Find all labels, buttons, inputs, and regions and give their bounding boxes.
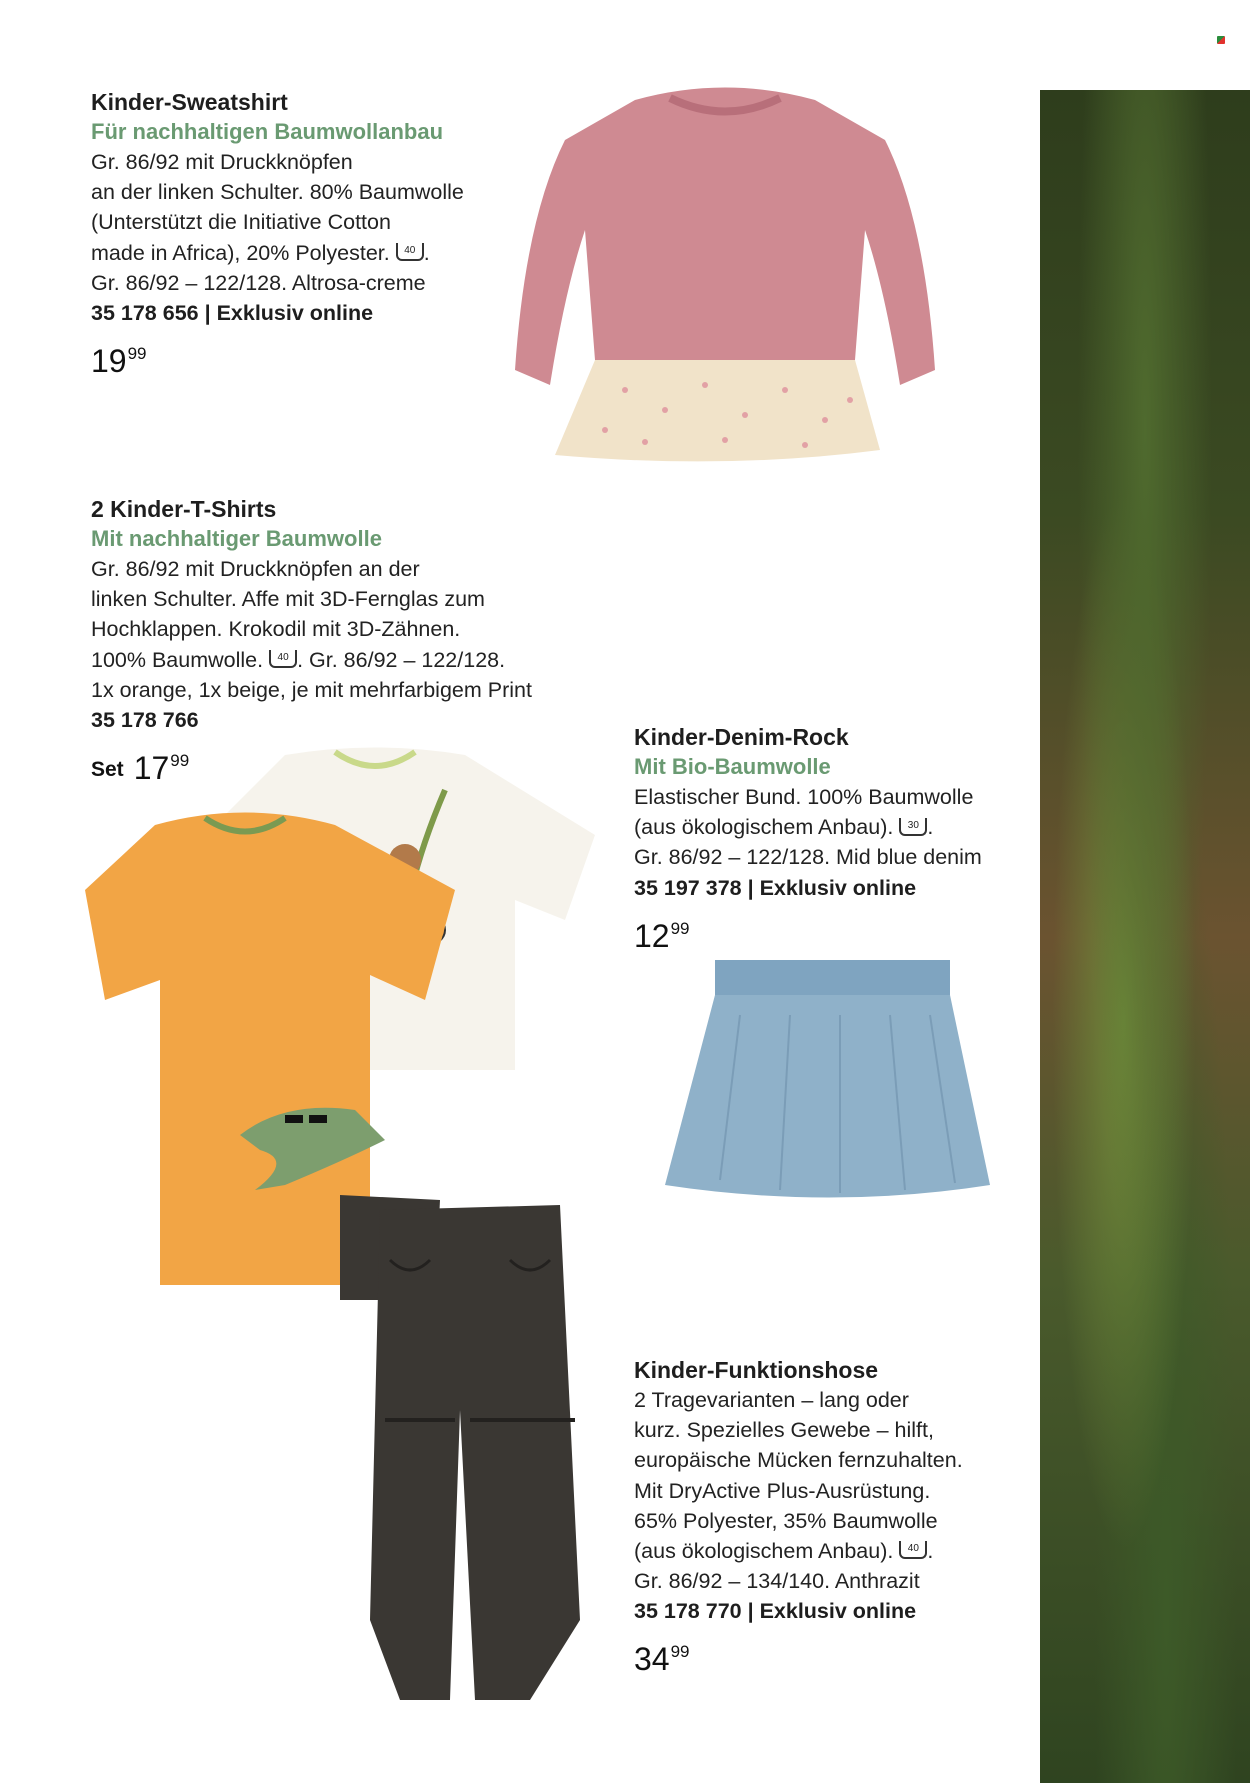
desc-line: Gr. 86/92 – 122/128. Mid blue denim [634,845,982,870]
product-subtitle: Mit Bio-Baumwolle [634,754,831,779]
desc-line: linken Schulter. Affe mit 3D-Fernglas zum [91,587,485,612]
desc-line: Gr. 86/92 – 134/140. Anthrazit [634,1569,920,1594]
product-function-pants [634,1355,963,1679]
article-number: 35 178 766 [91,708,199,733]
price [91,334,464,381]
product-title: Kinder-Denim-Rock [634,724,849,750]
price-main: 12 [634,917,670,954]
article-number: 35 197 378 | Exklusiv online [634,875,917,900]
price-cents: 99 [127,344,147,364]
desc-line: Gr. 86/92 – 122/128. Altrosa-creme [91,270,426,295]
desc-line: 65% Polyester, 35% Baumwolle [634,1508,938,1533]
price-main: 17 [133,750,170,787]
desc-line-text: . Gr. 86/92 – 122/128. [297,647,506,672]
product-description [91,147,464,298]
wash-icon: 40 [396,243,424,261]
product-title: Kinder-Funktionshose [634,1357,879,1383]
desc-line: Gr. 86/92 mit Druckknöpfen an der [91,557,420,581]
wash-icon: 40 [899,1541,927,1559]
desc-line: Gr. 86/92 mit Druckknöpfen [91,150,353,174]
price-main: 34 [634,1641,670,1678]
product-title: Kinder-Sweatshirt [91,89,288,115]
product-subtitle: Für nachhaltigen Baumwollanbau [91,119,444,144]
article-number: 35 178 656 | Exklusiv online [91,301,374,326]
desc-line-text: 100% Baumwolle. [91,647,264,672]
price-prefix: Set [91,758,124,782]
skirt-image [660,955,995,1225]
jungle-background-image [1040,90,1250,1783]
sweatshirt-image [495,70,955,490]
price [634,909,982,956]
price [634,1632,963,1679]
desc-line: an der linken Schulter. 80% Baumwolle [91,180,464,205]
pants-image [340,1200,590,1710]
product-denim-skirt [634,722,982,956]
desc-line: Mit DryActive Plus-Ausrüstung. [634,1478,931,1503]
logo-mark [1217,36,1225,44]
desc-line: (aus ökologischem Anbau). 40 . [634,1539,934,1564]
product-description [634,1385,963,1596]
wash-icon: 40 [269,650,297,668]
product-title: 2 Kinder-T-Shirts [91,496,277,522]
desc-line: made in Africa), 20% Polyester. 40 . [91,240,430,265]
desc-line: 1x orange, 1x beige, je mit mehrfarbigem Print [91,677,532,702]
price-cents: 99 [670,1642,690,1662]
product-description [91,554,532,705]
desc-line-text: (aus ökologischem Anbau). [634,1539,894,1564]
product-subtitle: Mit nachhaltiger Baumwolle [91,526,382,551]
desc-line: (Unterstützt die Initiative Cotton [91,210,391,235]
desc-line-text: (aus ökologischem Anbau). [634,815,894,840]
product-description [634,782,982,873]
desc-line: (aus ökologischem Anbau). 30 . [634,815,934,840]
wash-icon: 30 [899,818,927,836]
desc-line: Hochklappen. Krokodil mit 3D-Zähnen. [91,617,461,642]
desc-line: europäische Mücken fernzuhalten. [634,1448,963,1473]
product-sweatshirt [91,87,464,381]
price-main: 19 [91,343,127,380]
desc-line: Elastischer Bund. 100% Baumwolle [634,785,974,809]
article-number: 35 178 770 | Exklusiv online [634,1599,917,1624]
price-cents: 99 [170,751,190,771]
desc-line: 2 Tragevarianten – lang oder [634,1388,909,1412]
desc-line: kurz. Spezielles Gewebe – hilft, [634,1418,934,1443]
desc-line [91,645,532,675]
desc-line-text: made in Africa), 20% Polyester. [91,240,390,265]
price-cents: 99 [670,918,690,938]
